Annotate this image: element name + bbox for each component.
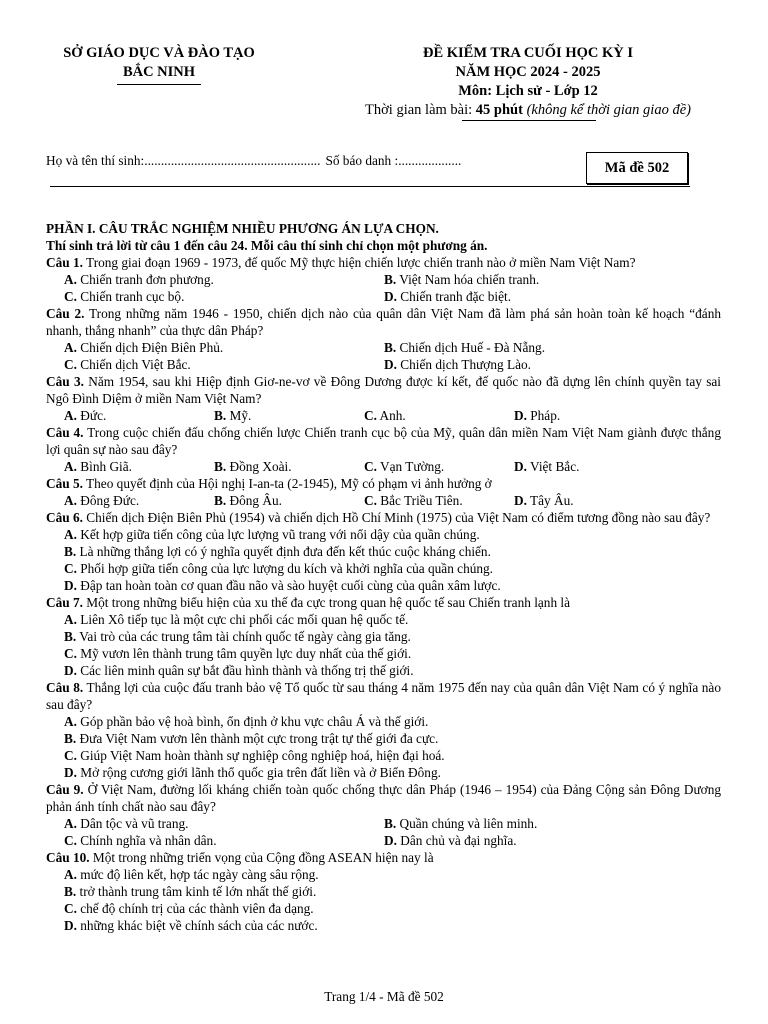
option-key: A. xyxy=(64,867,77,882)
question-text: Ở Việt Nam, đường lối kháng chiến toàn quốc chống thực dân Pháp (1946 – 1954) của Đảng Cộng sản Đông Dương phản ánh tính chất nào sau đây? xyxy=(46,782,721,814)
option-row xyxy=(46,492,721,509)
org-province: BẮC NINH xyxy=(122,64,196,80)
question-4 xyxy=(46,424,721,458)
subject: Môn: Lịch sử - Lớp 12 xyxy=(458,83,598,99)
option-text: Quần chúng và liên minh. xyxy=(396,816,538,831)
question-8 xyxy=(46,679,721,713)
option-b xyxy=(214,458,364,475)
option-c xyxy=(64,748,445,763)
option-text: Mở rộng cương giới lãnh thổ quốc gia trên đất liền và ở Biển Đông. xyxy=(76,765,441,780)
option-text: những khác biệt về chính sách của các nước. xyxy=(76,918,318,933)
option-line xyxy=(46,611,721,628)
option-row xyxy=(46,271,721,288)
option-key: C. xyxy=(64,357,77,372)
option-row xyxy=(46,356,721,373)
option-b xyxy=(384,815,537,832)
time-prefix: Thời gian làm bài: xyxy=(365,102,476,118)
option-key: C. xyxy=(64,833,77,848)
question-text: Trong cuộc chiến đấu chống chiến lược Chiến tranh cục bộ của Mỹ, quân dân miền Nam Việt Nam giành được thắng lợi quân sự nào sau đây? xyxy=(46,425,721,457)
option-b xyxy=(214,492,364,509)
option-text: Liên Xô tiếp tục là một cực chi phối các mối quan hệ quốc tế. xyxy=(76,612,409,627)
time-note: (không kể thời gian giao đề) xyxy=(522,102,691,118)
option-text: Vai trò của các trung tâm tài chính quốc tế ngày càng gia tăng. xyxy=(76,629,411,644)
option-line xyxy=(46,628,721,645)
question-label: Câu 4. xyxy=(46,425,84,440)
option-b xyxy=(384,339,545,356)
option-a xyxy=(64,815,384,832)
question-text: Trong giai đoạn 1969 - 1973, đế quốc Mỹ thực hiện chiến lược chiến tranh nào ở miền Nam Việt Nam? xyxy=(82,255,636,270)
option-line xyxy=(46,543,721,560)
question-9 xyxy=(46,781,721,815)
option-text: Dân chủ và đại nghĩa. xyxy=(396,833,517,848)
option-key: A. xyxy=(64,612,77,627)
candidate-number-field: Số báo danh :................... xyxy=(325,153,462,168)
option-b xyxy=(64,731,438,746)
option-text: Bắc Triều Tiên. xyxy=(376,493,463,508)
option-key: D. xyxy=(384,289,397,304)
option-key: D. xyxy=(64,918,77,933)
option-key: A. xyxy=(64,340,77,355)
option-d xyxy=(514,458,664,475)
option-b xyxy=(64,544,491,559)
option-row xyxy=(46,832,721,849)
option-key: A. xyxy=(64,527,77,542)
option-text: Chiến dịch Huế - Đà Nẵng. xyxy=(396,340,546,355)
option-text: Góp phần bảo vệ hoà bình, ổn định ở khu vực châu Á và thế giới. xyxy=(76,714,429,729)
exam-title: ĐỀ KIỂM TRA CUỐI HỌC KỲ I xyxy=(422,45,633,61)
header-exam xyxy=(330,44,726,120)
exam-code-box: Mã đề 502 xyxy=(586,152,688,184)
option-c xyxy=(364,407,514,424)
option-a xyxy=(64,527,480,542)
option-key: B. xyxy=(64,629,77,644)
option-key: A. xyxy=(64,272,77,287)
option-text: Chiến dịch Việt Bắc. xyxy=(76,357,191,372)
option-key: B. xyxy=(64,884,77,899)
option-key: B. xyxy=(214,408,227,423)
option-text: Chiến tranh đặc biệt. xyxy=(396,289,512,304)
question-1 xyxy=(46,254,721,271)
option-line xyxy=(46,645,721,662)
option-line xyxy=(46,526,721,543)
option-a xyxy=(64,714,428,729)
option-text: mức độ liên kết, hợp tác ngày càng sâu rộng. xyxy=(76,867,319,882)
option-a xyxy=(64,407,214,424)
question-label: Câu 9. xyxy=(46,782,84,797)
option-text: Chiến tranh đơn phương. xyxy=(76,272,214,287)
option-text: Đồng Xoài. xyxy=(226,459,292,474)
option-line xyxy=(46,866,721,883)
question-list xyxy=(46,220,721,934)
question-text: Thắng lợi của cuộc đấu tranh bảo vệ Tổ quốc từ sau tháng 4 năm 1975 đến nay của quân dân Việt Nam có ý nghĩa nào sau đây? xyxy=(46,680,721,712)
option-text: Tây Âu. xyxy=(526,493,574,508)
option-key: B. xyxy=(384,272,397,287)
option-key: B. xyxy=(214,493,227,508)
option-a xyxy=(64,339,384,356)
option-line xyxy=(46,730,721,747)
option-text: Việt Nam hóa chiến tranh. xyxy=(396,272,540,287)
option-text: Đông Đức. xyxy=(76,493,140,508)
question-label: Câu 8. xyxy=(46,680,84,695)
option-d xyxy=(384,356,531,373)
option-key: D. xyxy=(64,765,77,780)
option-key: A. xyxy=(64,816,77,831)
question-label: Câu 7. xyxy=(46,595,83,610)
option-key: A. xyxy=(64,408,77,423)
option-line xyxy=(46,883,721,900)
option-text: Chiến dịch Điện Biên Phủ. xyxy=(76,340,224,355)
option-key: D. xyxy=(64,663,77,678)
option-text: Chiến dịch Thượng Lào. xyxy=(396,357,531,372)
question-label: Câu 3. xyxy=(46,374,84,389)
option-c xyxy=(364,458,514,475)
option-text: Việt Bắc. xyxy=(526,459,580,474)
question-7 xyxy=(46,594,721,611)
option-line xyxy=(46,900,721,917)
option-key: D. xyxy=(514,408,527,423)
option-c xyxy=(64,356,384,373)
option-d xyxy=(64,918,318,933)
question-5 xyxy=(46,475,721,492)
option-text: Phối hợp giữa tiến công của lực lượng du kích và khởi nghĩa của quần chúng. xyxy=(76,561,493,576)
option-key: A. xyxy=(64,459,77,474)
candidate-name-field: Họ và tên thí sinh:..................................................... xyxy=(46,153,321,168)
option-line xyxy=(46,764,721,781)
question-text: Theo quyết định của Hội nghị I-an-ta (2-1945), Mỹ có phạm vi ảnh hưởng ở xyxy=(82,476,492,491)
option-a xyxy=(64,458,214,475)
question-text: Một trong những triển vọng của Cộng đồng ASEAN hiện nay là xyxy=(89,850,434,865)
option-d xyxy=(384,832,517,849)
option-key: C. xyxy=(64,646,77,661)
option-text: Pháp. xyxy=(526,408,561,423)
option-text: trở thành trung tâm kinh tế lớn nhất thế giới. xyxy=(76,884,317,899)
option-key: A. xyxy=(64,714,77,729)
question-label: Câu 5. xyxy=(46,476,83,491)
option-c xyxy=(364,492,514,509)
page-footer: Trang 1/4 - Mã đề 502 xyxy=(324,989,444,1004)
option-line xyxy=(46,577,721,594)
option-key: C. xyxy=(364,408,377,423)
question-label: Câu 1. xyxy=(46,255,83,270)
option-line xyxy=(46,560,721,577)
exam-underline xyxy=(462,120,596,121)
option-key: C. xyxy=(64,289,77,304)
option-row xyxy=(46,407,721,424)
option-key: D. xyxy=(64,578,77,593)
section-title: PHẦN I. CÂU TRẮC NGHIỆM NHIỀU PHƯƠNG ÁN LỰA CHỌN. xyxy=(46,221,439,236)
option-row xyxy=(46,458,721,475)
option-key: B. xyxy=(64,544,77,559)
option-d xyxy=(64,663,414,678)
option-d xyxy=(384,288,511,305)
option-b xyxy=(64,884,316,899)
option-key: C. xyxy=(364,459,377,474)
option-b xyxy=(64,629,411,644)
option-key: D. xyxy=(514,459,527,474)
section-instruction: Thí sinh trả lời từ câu 1 đến câu 24. Mỗi câu thí sinh chỉ chọn một phương án. xyxy=(46,238,488,253)
option-b xyxy=(384,271,539,288)
option-key: B. xyxy=(384,816,397,831)
option-text: Kết hợp giữa tiến công của lực lượng vũ trang với nổi dậy của quần chúng. xyxy=(76,527,480,542)
time-value: 45 phút xyxy=(475,102,523,118)
option-row xyxy=(46,288,721,305)
option-key: D. xyxy=(384,833,397,848)
school-year: NĂM HỌC 2024 - 2025 xyxy=(455,64,601,80)
candidate-line xyxy=(46,152,461,169)
option-text: Anh. xyxy=(376,408,406,423)
option-key: D. xyxy=(514,493,527,508)
option-line xyxy=(46,713,721,730)
option-c xyxy=(64,561,493,576)
question-text: Chiến dịch Điện Biên Phủ (1954) và chiến dịch Hồ Chí Minh (1975) của Việt Nam có điểm tương đồng nào sau đây? xyxy=(82,510,711,525)
question-10 xyxy=(46,849,721,866)
option-key: C. xyxy=(64,561,77,576)
option-text: Bình Giã. xyxy=(76,459,132,474)
option-d xyxy=(64,578,501,593)
option-text: Là những thắng lợi có ý nghĩa quyết định đưa đến kết thúc cuộc kháng chiến. xyxy=(76,544,491,559)
option-a xyxy=(64,271,384,288)
org-underline xyxy=(117,84,201,85)
header-org xyxy=(46,44,272,85)
org-name: SỞ GIÁO DỤC VÀ ĐÀO TẠO xyxy=(63,45,255,61)
option-key: B. xyxy=(384,340,397,355)
question-text: Năm 1954, sau khi Hiệp định Giơ-ne-vơ về Đông Dương được kí kết, đế quốc nào đã dựng lên chính quyền tay sai Ngô Đình Diệm ở miền Nam Việt Nam? xyxy=(46,374,721,406)
option-c xyxy=(64,288,384,305)
option-text: Vạn Tường. xyxy=(376,459,445,474)
option-a xyxy=(64,867,319,882)
option-text: Dân tộc và vũ trang. xyxy=(76,816,189,831)
question-text: Trong những năm 1946 - 1950, chiến dịch nào của quân dân Việt Nam đã làm phá sản hoàn toàn kế hoạch “đánh nhanh, thắng nhanh” của thực dân Pháp? xyxy=(46,306,721,338)
option-c xyxy=(64,832,384,849)
question-6 xyxy=(46,509,721,526)
option-d xyxy=(514,492,664,509)
option-key: C. xyxy=(64,748,77,763)
option-text: Đưa Việt Nam vươn lên thành một cực trong trật tự thế giới đa cực. xyxy=(76,731,439,746)
option-line xyxy=(46,747,721,764)
question-label: Câu 2. xyxy=(46,306,85,321)
option-line xyxy=(46,662,721,679)
option-text: Giúp Việt Nam hoàn thành sự nghiệp công nghiệp hoá, hiện đại hoá. xyxy=(76,748,445,763)
option-b xyxy=(214,407,364,424)
option-c xyxy=(64,646,411,661)
question-2 xyxy=(46,305,721,339)
option-text: Mỹ. xyxy=(226,408,252,423)
option-text: Các liên minh quân sự bắt đầu hình thành và thống trị thế giới. xyxy=(76,663,414,678)
option-key: A. xyxy=(64,493,77,508)
option-row xyxy=(46,815,721,832)
option-c xyxy=(64,901,314,916)
option-key: C. xyxy=(364,493,377,508)
header-divider xyxy=(50,186,690,187)
option-d xyxy=(64,765,441,780)
question-text: Một trong những biểu hiện của xu thế đa cực trong quan hệ quốc tế sau Chiến tranh lạnh là xyxy=(82,595,571,610)
option-key: B. xyxy=(214,459,227,474)
option-key: D. xyxy=(384,357,397,372)
option-key: B. xyxy=(64,731,77,746)
option-a xyxy=(64,492,214,509)
option-d xyxy=(514,407,664,424)
option-key: C. xyxy=(64,901,77,916)
option-text: Đập tan hoàn toàn cơ quan đầu não và sào huyệt cuối cùng của quân xâm lược. xyxy=(76,578,501,593)
option-text: chế độ chính trị của các thành viên đa dạng. xyxy=(76,901,314,916)
option-a xyxy=(64,612,408,627)
option-line xyxy=(46,917,721,934)
option-text: Đông Âu. xyxy=(226,493,282,508)
time-line xyxy=(330,101,726,120)
option-text: Mỹ vươn lên thành trung tâm quyền lực duy nhất của thế giới. xyxy=(76,646,412,661)
question-label: Câu 6. xyxy=(46,510,83,525)
option-row xyxy=(46,339,721,356)
question-label: Câu 10. xyxy=(46,850,90,865)
option-text: Chính nghĩa và nhân dân. xyxy=(76,833,217,848)
option-text: Đức. xyxy=(76,408,107,423)
option-text: Chiến tranh cục bộ. xyxy=(76,289,185,304)
question-3 xyxy=(46,373,721,407)
